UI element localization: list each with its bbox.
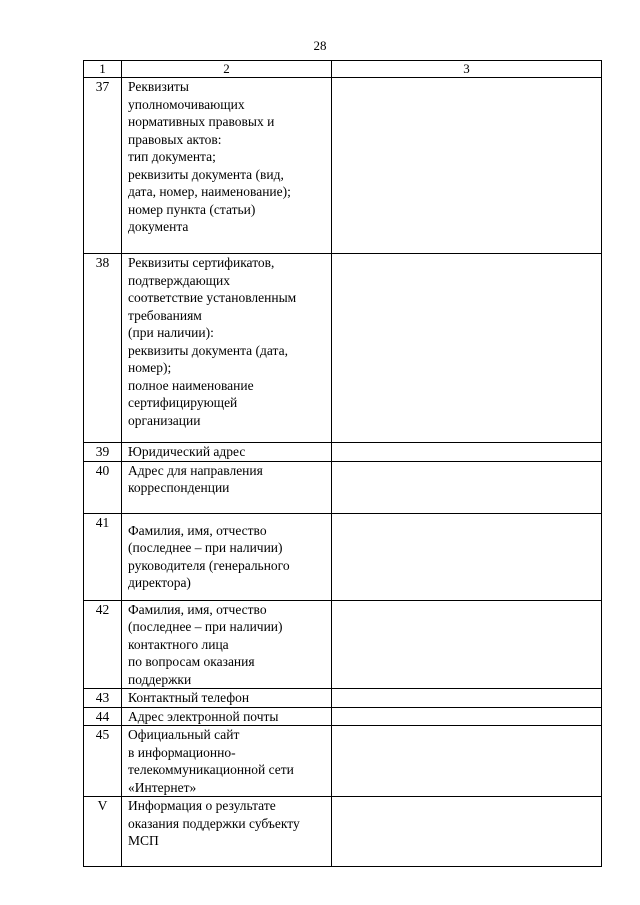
description-line: Реквизиты — [128, 79, 190, 94]
table-header-row — [84, 61, 602, 78]
row-description — [122, 726, 332, 797]
description-line: полное наименование — [128, 377, 254, 393]
description-line: организации — [128, 412, 201, 428]
description-line: поддержки — [128, 671, 192, 687]
row-description — [122, 513, 332, 600]
description-line: руководителя (генерального — [128, 557, 290, 573]
row-description — [122, 797, 332, 867]
description-line: правовых актов: — [128, 131, 222, 147]
row-description — [122, 254, 332, 443]
row-number: 45 — [84, 726, 122, 797]
row-number: 43 — [84, 689, 122, 708]
row-description — [122, 707, 332, 726]
description-line: «Интернет» — [128, 779, 197, 795]
table-row — [84, 254, 602, 443]
description-line: в информационно- — [128, 744, 236, 760]
table-row — [84, 689, 602, 708]
description-line: уполномочивающих — [128, 96, 245, 112]
description-line: подтверждающих — [128, 272, 231, 288]
table-row — [84, 797, 602, 867]
value-cell — [332, 797, 602, 867]
value-cell — [332, 689, 602, 708]
table-row — [84, 726, 602, 797]
description-line: Контактный телефон — [128, 690, 250, 705]
row-number: 41 — [84, 513, 122, 600]
value-cell — [332, 726, 602, 797]
description-line: оказания поддержки субъекту — [128, 815, 300, 831]
row-number: 37 — [84, 78, 122, 254]
row-description — [122, 461, 332, 513]
description-line: Фамилия, имя, отчество — [128, 601, 267, 617]
row-description — [122, 443, 332, 462]
description-line: Адрес для направления — [128, 462, 263, 478]
description-line: реквизиты документа (дата, — [128, 342, 288, 358]
row-number: 40 — [84, 461, 122, 513]
description-line: телекоммуникационной сети — [128, 762, 294, 777]
value-cell — [332, 461, 602, 513]
description-line: (последнее – при наличии) — [128, 619, 283, 634]
description-line: тип документа; — [128, 149, 216, 164]
description-line: номер); — [128, 360, 172, 375]
table-row — [84, 78, 602, 254]
value-cell — [332, 707, 602, 726]
column-header-3: 3 — [332, 61, 602, 78]
value-cell — [332, 254, 602, 443]
description-line: соответствие установленным — [128, 290, 297, 305]
row-description — [122, 600, 332, 689]
description-line: по вопросам оказания — [128, 654, 255, 669]
table-row — [84, 600, 602, 689]
description-line: дата, номер, наименование); — [128, 184, 291, 199]
description-line: (при наличии): — [128, 325, 214, 340]
description-line: Информация о результате — [128, 798, 276, 813]
row-number: V — [84, 797, 122, 867]
row-description — [122, 78, 332, 254]
value-cell — [332, 78, 602, 254]
page-number: 28 — [313, 38, 327, 53]
description-line: директора) — [128, 575, 191, 590]
value-cell — [332, 600, 602, 689]
description-line: нормативных правовых и — [128, 114, 275, 129]
row-number: 44 — [84, 707, 122, 726]
value-cell — [332, 443, 602, 462]
description-line: Адрес электронной почты — [128, 708, 279, 724]
table-row — [84, 461, 602, 513]
row-number: 38 — [84, 254, 122, 443]
document-table — [83, 60, 602, 867]
description-line: МСП — [128, 833, 159, 848]
description-line: документа — [128, 219, 189, 234]
column-header-2: 2 — [122, 61, 332, 78]
description-line: Официальный сайт — [128, 727, 240, 742]
column-header-1: 1 — [84, 61, 122, 78]
description-line: требованиям — [128, 307, 202, 323]
value-cell — [332, 513, 602, 600]
table-row — [84, 513, 602, 600]
description-line: Фамилия, имя, отчество — [128, 522, 267, 538]
description-line: Юридический адрес — [128, 444, 246, 459]
description-line: (последнее – при наличии) — [128, 540, 283, 555]
table-row — [84, 443, 602, 462]
row-description — [122, 689, 332, 708]
table-row — [84, 707, 602, 726]
description-line: сертифицирующей — [128, 395, 238, 410]
description-line: Реквизиты сертификатов, — [128, 255, 275, 270]
description-line: реквизиты документа (вид, — [128, 166, 284, 182]
row-number: 42 — [84, 600, 122, 689]
description-line: корреспонденции — [128, 480, 230, 495]
description-line: номер пункта (статьи) — [128, 201, 256, 217]
row-number: 39 — [84, 443, 122, 462]
description-line: контактного лица — [128, 636, 229, 652]
